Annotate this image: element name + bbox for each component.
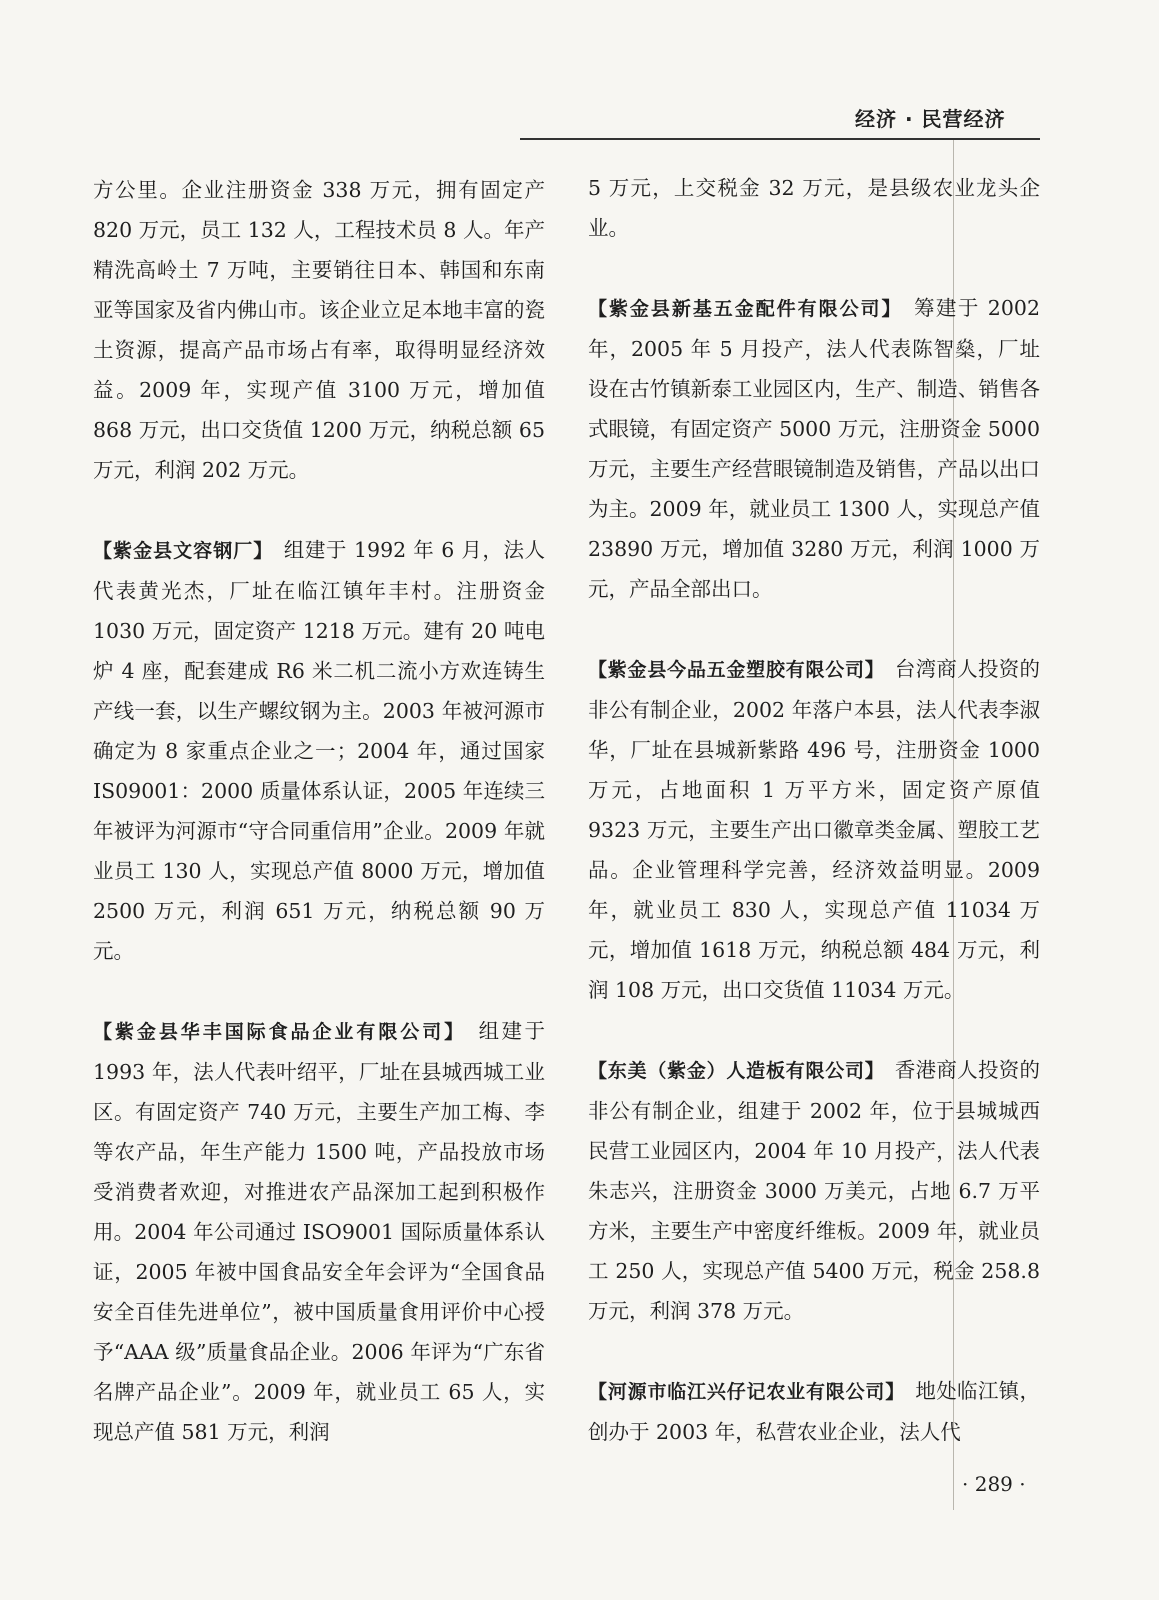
paragraph-text: 5 万元，上交税金 32 万元，是县级农业龙头企业。 — [588, 176, 1040, 240]
paragraph — [588, 168, 1040, 248]
paragraph-text: 组建于 1992 年 6 月，法人代表黄光杰，厂址在临江镇年丰村。注册资金 1030 万元，固定资产 1218 万元。建有 20 吨电炉 4 座，配套建成 R6 米二机二流小方欢连铸生产线一套，以生产螺纹钢为主。2003 年被河源市确定为 8 家重点企业之一；2004 年，通过国家 IS09001：2000 质量体系认证，2005 年连续三年被评为河源市“守合同重信用”企业。2009 年就业员工 130 人，实现总产值 8000 万元，增加值 2500 万元，利润 651 万元，纳税总额 90 万元。 — [93, 538, 545, 963]
paragraph — [588, 1050, 1040, 1331]
paragraph — [93, 170, 545, 490]
paragraph-text: 方公里。企业注册资金 338 万元，拥有固定产 820 万元，员工 132 人，工程技术员 8 人。年产精洗高岭土 7 万吨，主要销往日本、韩国和东南亚等国家及省内佛山市。该企业立足本地丰富的瓷土资源，提高产品市场占有率，取得明显经济效益。2009 年，实现产值 3100 万元，增加值 868 万元，出口交货值 1200 万元，纳税总额 65 万元，利润 202 万元。 — [93, 178, 545, 482]
company-name: 【紫金县今品五金塑胶有限公司】 — [588, 659, 876, 681]
paragraph — [588, 1371, 1040, 1452]
left-column — [93, 170, 545, 1452]
paragraph-text: 组建于 1993 年，法人代表叶绍平，厂址在县城西城工业区。有固定资产 740 万元，主要生产加工梅、李等农产品，年生产能力 1500 吨，产品投放市场受消费者欢迎，对推进农产品深加工起到积极作用。2004 年公司通过 ISO9001 国际质量体系认证，2005 年被中国食品安全年会评为“全国食品安全百佳先进单位”，被中国质量食用评价中心授予“AAA 级”质量食品企业。2006 年评为“广东省名牌产品企业”。2009 年，就业员工 65 人，实现总产值 581 万元，利润 — [93, 1019, 545, 1444]
header-rule — [520, 138, 1040, 140]
company-name: 【东美（紫金）人造板有限公司】 — [588, 1060, 876, 1082]
page-number: · 289 · — [962, 1472, 1026, 1496]
paragraph-text: 台湾商人投资的非公有制企业，2002 年落户本县，法人代表李淑华，厂址在县城新紫路 496 号，注册资金 1000 万元，占地面积 1 万平方米，固定资产原值 9323 万元，主要生产出口徽章类金属、塑胶工艺品。企业管理科学完善，经济效益明显。2009 年，就业员工 830 人，实现总产值 11034 万元，增加值 1618 万元，纳税总额 484 万元，利润 108 万元，出口交货值 11034 万元。 — [588, 657, 1040, 1002]
paragraph — [93, 530, 545, 971]
paragraph-text: 筹建于 2002 年，2005 年 5 月投产，法人代表陈智燊，厂址设在古竹镇新泰工业园区内，生产、制造、销售各式眼镜，有固定资产 5000 万元，注册资金 5000 万元，主要生产经营眼镜制造及销售，产品以出口为主。2009 年，就业员工 1300 人，实现总产值 23890 万元，增加值 3280 万元，利润 1000 万元，产品全部出口。 — [588, 296, 1040, 601]
paragraph-text: 香港商人投资的非公有制企业，组建于 2002 年，位于县城城西民营工业园区内，2004 年 10 月投产，法人代表朱志兴，注册资金 3000 万美元，占地 6.7 万平方米，主要生产中密度纤维板。2009 年，就业员工 250 人，实现总产值 5400 万元，税金 258.8 万元，利润 378 万元。 — [588, 1058, 1040, 1323]
company-name: 【河源市临江兴仔记农业有限公司】 — [588, 1381, 896, 1403]
paragraph — [93, 1011, 545, 1452]
company-name: 【紫金县文容钢厂】 — [93, 540, 264, 562]
section-header: 经济 · 民营经济 — [855, 107, 1006, 131]
right-column — [588, 168, 1040, 1452]
paragraph — [588, 288, 1040, 609]
company-name: 【紫金县新基五金配件有限公司】 — [588, 298, 893, 320]
paragraph-text: 地处临江镇，创办于 2003 年，私营农业企业，法人代 — [588, 1379, 1040, 1444]
paragraph — [588, 649, 1040, 1010]
company-name: 【紫金县华丰国际食品企业有限公司】 — [93, 1021, 457, 1043]
